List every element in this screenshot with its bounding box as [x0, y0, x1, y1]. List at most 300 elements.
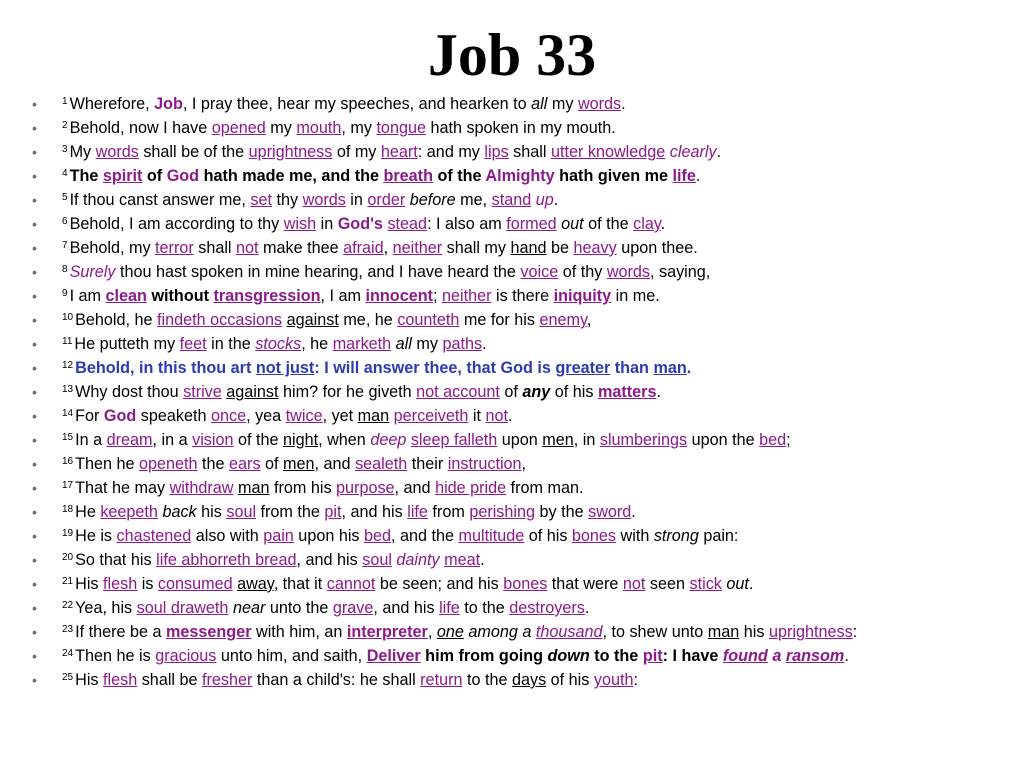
scripture-link[interactable]: sealeth — [355, 455, 408, 473]
verse-item — [32, 524, 1004, 548]
verse-text: . — [686, 359, 692, 377]
verse-text: ; — [786, 431, 791, 449]
scripture-link[interactable]: return — [420, 671, 463, 689]
verse-text: upon his — [293, 527, 365, 545]
verse-text: with him, an — [251, 623, 347, 641]
verse-item — [32, 140, 1004, 164]
verse-text: than a child's: he shall — [252, 671, 421, 689]
verse-text: I am — [69, 287, 106, 305]
scripture-link[interactable]: not account — [416, 383, 500, 401]
scripture-link[interactable]: consumed — [157, 575, 233, 593]
scripture-link[interactable]: words — [95, 143, 139, 161]
verse-text: , and — [394, 479, 436, 497]
verse-number: 21 — [62, 576, 74, 587]
verse-text: shall be of the — [138, 143, 249, 161]
scripture-link[interactable]: voice — [520, 263, 559, 281]
verse-text: , yea — [246, 407, 286, 425]
verse-number: 19 — [62, 528, 74, 539]
verse-text: . — [480, 551, 485, 569]
verse-text: speaketh — [136, 407, 211, 425]
scripture-link[interactable]: openeth — [139, 455, 198, 473]
verse-text: of his — [550, 383, 598, 401]
bullet-icon: • — [32, 192, 37, 208]
verse-text: in — [316, 215, 338, 233]
verse-text: against — [286, 311, 339, 329]
scripture-link[interactable]: paths — [442, 335, 483, 353]
verse-text: Behold, now I have — [69, 119, 212, 137]
verse-text: hath made me, and the — [199, 167, 384, 185]
verse-text: , and his — [296, 551, 363, 569]
verse-text: him from going — [420, 647, 548, 665]
verse-text: ; — [432, 287, 442, 305]
scripture-link[interactable]: pit — [324, 503, 342, 521]
verse-text: : — [852, 623, 858, 641]
verse-text: unto him, and saith, — [216, 647, 367, 665]
scripture-link[interactable]: instruction — [447, 455, 522, 473]
scripture-link[interactable]: soul — [226, 503, 257, 521]
scripture-link[interactable]: bed — [759, 431, 787, 449]
page-title: Job 33 — [427, 22, 597, 88]
scripture-link[interactable]: fresher — [202, 671, 253, 689]
scripture-link[interactable]: spirit — [102, 167, 143, 185]
verse-text: one — [436, 623, 464, 641]
verse-text: , — [586, 311, 592, 329]
verse-text: days — [511, 671, 547, 689]
verse-text: , in — [573, 431, 600, 449]
verse-text: back — [162, 503, 197, 521]
verse-item — [32, 668, 1004, 692]
scripture-link[interactable]: twice — [285, 407, 323, 425]
scripture-link[interactable]: ransom — [785, 647, 845, 665]
verse-text: it — [468, 407, 486, 425]
scripture-link[interactable]: neither — [392, 239, 443, 257]
scripture-link[interactable]: words — [302, 191, 346, 209]
verse-text: to the — [589, 647, 643, 665]
scripture-link[interactable]: stick — [689, 575, 722, 593]
scripture-link[interactable]: gracious — [155, 647, 217, 665]
bullet-icon: • — [32, 168, 37, 184]
bullet-icon: • — [32, 360, 37, 376]
verse-text: , and the — [391, 527, 459, 545]
scripture-link[interactable]: stead — [387, 215, 428, 233]
verse-number: 16 — [62, 456, 74, 467]
bullet-icon: • — [32, 624, 37, 640]
scripture-link[interactable]: counteth — [397, 311, 460, 329]
verse-item — [32, 380, 1004, 404]
verse-text: me, he — [338, 311, 398, 329]
verse-text: my — [265, 119, 297, 137]
scripture-link[interactable]: bones — [503, 575, 548, 593]
verse-text: . — [584, 599, 590, 617]
verse-text: God — [103, 407, 137, 425]
verse-text: of the — [432, 167, 486, 185]
scripture-link[interactable]: lips — [484, 143, 509, 161]
scripture-link[interactable]: cannot — [326, 575, 376, 593]
verse-text: than — [610, 359, 654, 377]
bullet-icon: • — [32, 504, 37, 520]
verse-text: of his — [524, 527, 572, 545]
scripture-link[interactable]: soul — [362, 551, 392, 569]
bullet-icon: • — [32, 600, 37, 616]
verse-list — [0, 92, 1024, 692]
bullet-icon: • — [32, 312, 37, 328]
verse-text: men — [542, 431, 574, 449]
scripture-link[interactable]: not — [622, 575, 646, 593]
verse-text: , — [427, 623, 437, 641]
verse-text: with — [616, 527, 654, 545]
scripture-link[interactable]: thousand — [535, 623, 603, 641]
bullet-icon: • — [32, 648, 37, 664]
bullet-icon: • — [32, 336, 37, 352]
verse-text: night — [283, 431, 319, 449]
verse-text: shall — [193, 239, 237, 257]
scripture-link[interactable]: destroyers — [509, 599, 585, 617]
verse-text: in the — [206, 335, 256, 353]
verse-text: That he may — [75, 479, 170, 497]
verse-text: . — [631, 503, 636, 521]
scripture-link[interactable]: life — [672, 167, 696, 185]
verse-text: , — [383, 239, 393, 257]
verse-text: Behold, in this thou art — [75, 359, 256, 377]
scripture-link[interactable]: flesh — [103, 671, 138, 689]
verse-text: deep — [370, 431, 407, 449]
verse-text: So that his — [75, 551, 157, 569]
verse-number: 9 — [62, 288, 68, 299]
verse-text: in — [345, 191, 368, 209]
verse-text: Job — [154, 95, 183, 113]
verse-number: 11 — [62, 336, 73, 347]
scripture-link[interactable]: life abhorreth bread — [156, 551, 297, 569]
scripture-link[interactable]: soul draweth — [136, 599, 229, 617]
verse-text: Surely — [69, 263, 116, 281]
scripture-link[interactable]: interpreter — [346, 623, 428, 641]
verse-text: Behold, my — [69, 239, 156, 257]
scripture-link[interactable]: life — [439, 599, 460, 617]
verse-text: hath spoken in my mouth. — [425, 119, 616, 137]
verse-item — [32, 356, 1004, 380]
scripture-link[interactable]: terror — [155, 239, 194, 257]
verse-text: upon thee. — [616, 239, 698, 257]
scripture-link[interactable]: pit — [642, 647, 663, 665]
scripture-link[interactable]: neither — [441, 287, 492, 305]
scripture-link[interactable]: heavy — [573, 239, 617, 257]
verse-text: , yet — [322, 407, 358, 425]
verse-text: hath given me — [554, 167, 673, 185]
scripture-link[interactable]: life — [407, 503, 428, 521]
verse-number: 25 — [62, 672, 74, 683]
scripture-link[interactable]: stand — [491, 191, 532, 209]
verse-text: : I have — [662, 647, 723, 665]
scripture-link[interactable]: youth — [593, 671, 634, 689]
verse-text: all — [531, 95, 548, 113]
verse-text: before — [409, 191, 456, 209]
scripture-link[interactable]: multitude — [458, 527, 525, 545]
verse-text: among a — [468, 623, 532, 641]
verse-number: 8 — [62, 264, 68, 275]
verse-text: , and his — [373, 599, 440, 617]
scripture-link[interactable]: bones — [571, 527, 617, 545]
verse-text: In a — [75, 431, 107, 449]
verse-number: 17 — [62, 480, 74, 491]
scripture-link[interactable]: set — [250, 191, 273, 209]
verse-item — [32, 92, 1004, 116]
verse-text: clearly — [669, 143, 717, 161]
scripture-link[interactable]: wish — [283, 215, 317, 233]
verse-text: He is — [75, 527, 117, 545]
verse-text: to the — [462, 671, 512, 689]
verse-text: Almighty — [485, 167, 555, 185]
verse-text: of the — [233, 431, 283, 449]
verse-text: , to shew unto — [602, 623, 708, 641]
verse-text: His — [75, 575, 104, 593]
scripture-link[interactable]: chastened — [116, 527, 192, 545]
scripture-link[interactable]: grave — [332, 599, 374, 617]
verse-text: . — [482, 335, 487, 353]
verse-text: If there be a — [75, 623, 167, 641]
verse-text: . — [844, 647, 849, 665]
verse-text: , and — [314, 455, 356, 473]
scripture-link[interactable]: feet — [179, 335, 207, 353]
verse-text: dainty — [396, 551, 440, 569]
scripture-link[interactable]: meat — [444, 551, 481, 569]
bullet-icon: • — [32, 432, 37, 448]
bullet-icon: • — [32, 264, 37, 280]
verse-text: him? for he giveth — [278, 383, 417, 401]
scripture-link[interactable]: breath — [383, 167, 433, 185]
verse-item — [32, 308, 1004, 332]
verse-text: near — [232, 599, 266, 617]
verse-text: The — [69, 167, 103, 185]
verse-text: shall — [508, 143, 551, 161]
verse-text: from his — [269, 479, 337, 497]
verse-item — [32, 452, 1004, 476]
verse-number: 5 — [62, 192, 68, 203]
verse-text: up — [535, 191, 554, 209]
scripture-link[interactable]: clean — [105, 287, 147, 305]
verse-text: from — [427, 503, 470, 521]
verse-text: For — [75, 407, 104, 425]
scripture-link[interactable]: findeth occasions — [157, 311, 283, 329]
verse-text: against — [226, 383, 279, 401]
scripture-link[interactable]: matters — [597, 383, 657, 401]
scripture-link[interactable]: ears — [229, 455, 261, 473]
verse-text: me, — [455, 191, 492, 209]
verse-text: men — [283, 455, 315, 473]
verse-text: thou hast spoken in mine hearing, and I have heard the — [115, 263, 521, 281]
scripture-link[interactable]: strive — [183, 383, 222, 401]
verse-text: shall be — [137, 671, 203, 689]
verse-text: down — [547, 647, 590, 665]
scripture-link[interactable]: opened — [211, 119, 266, 137]
bullet-icon: • — [32, 216, 37, 232]
verse-text: be — [546, 239, 574, 257]
verse-item — [32, 236, 1004, 260]
verse-text: my — [411, 335, 443, 353]
scripture-link[interactable]: slumberings — [599, 431, 688, 449]
verse-text: , I am — [320, 287, 366, 305]
bullet-icon: • — [32, 240, 37, 256]
verse-text: Behold, I am according to thy — [69, 215, 284, 233]
scripture-link[interactable]: uprightness — [248, 143, 333, 161]
bullet-icon: • — [32, 576, 37, 592]
scripture-link[interactable]: found — [722, 647, 768, 665]
scripture-link[interactable]: bed — [364, 527, 392, 545]
verse-text: also with — [191, 527, 264, 545]
verse-text: man — [653, 359, 687, 377]
verse-number: 2 — [62, 120, 68, 131]
verse-text: the — [197, 455, 230, 473]
verse-item — [32, 428, 1004, 452]
verse-text: , when — [318, 431, 371, 449]
scripture-link[interactable]: flesh — [103, 575, 138, 593]
bullet-icon: • — [32, 384, 37, 400]
verse-number: 10 — [62, 312, 74, 323]
scripture-link[interactable]: keepeth — [100, 503, 158, 521]
verse-text: of thy — [558, 263, 607, 281]
bullet-icon: • — [32, 288, 37, 304]
verse-item — [32, 548, 1004, 572]
scripture-link[interactable]: sword — [588, 503, 632, 521]
verse-text: : I will answer thee, that God is — [314, 359, 556, 377]
scripture-link[interactable]: messenger — [166, 623, 252, 641]
verse-text: of — [260, 455, 284, 473]
scripture-link[interactable]: stocks — [255, 335, 302, 353]
verse-item — [32, 596, 1004, 620]
verse-text: strong — [653, 527, 699, 545]
verse-text: out — [726, 575, 749, 593]
scripture-link[interactable]: dream — [106, 431, 153, 449]
verse-text: God — [166, 167, 200, 185]
scripture-link[interactable]: afraid — [343, 239, 384, 257]
verse-text: My — [69, 143, 96, 161]
scripture-link[interactable]: order — [367, 191, 406, 209]
verse-item — [32, 212, 1004, 236]
scripture-link[interactable]: clay — [633, 215, 661, 233]
verse-item — [32, 476, 1004, 500]
scripture-link[interactable]: transgression — [213, 287, 321, 305]
bullet-icon: • — [32, 552, 37, 568]
scripture-link[interactable]: withdraw — [169, 479, 234, 497]
scripture-link[interactable]: heart — [380, 143, 418, 161]
verse-text: . — [748, 575, 754, 593]
verse-text: greater — [555, 359, 611, 377]
verse-text: from the — [256, 503, 325, 521]
verse-number: 3 — [62, 144, 68, 155]
verse-text: away — [237, 575, 274, 593]
scripture-link[interactable]: sleep falleth — [410, 431, 498, 449]
verse-text: that were — [547, 575, 623, 593]
verse-text: , my — [341, 119, 377, 137]
verse-text: God's — [337, 215, 383, 233]
scripture-link[interactable]: formed — [506, 215, 557, 233]
verse-text: pain: — [698, 527, 739, 545]
scripture-link[interactable]: Deliver — [366, 647, 421, 665]
verse-number: 13 — [62, 384, 74, 395]
scripture-link[interactable]: words — [577, 95, 622, 113]
verse-text: : I also am — [427, 215, 507, 233]
verse-text: hand — [510, 239, 547, 257]
verse-text: from man. — [506, 479, 584, 497]
verse-text: his — [196, 503, 227, 521]
verse-text: . — [656, 383, 661, 401]
verse-text: , I pray thee, hear my speeches, and hearken to — [182, 95, 532, 113]
scripture-link[interactable]: innocent — [365, 287, 433, 305]
scripture-link[interactable]: not — [236, 239, 259, 257]
verse-text: : and my — [417, 143, 485, 161]
verse-item — [32, 260, 1004, 284]
verse-text: my — [547, 95, 578, 113]
scripture-link[interactable]: not — [485, 407, 508, 425]
verse-item — [32, 644, 1004, 668]
verse-text: Behold, he — [75, 311, 158, 329]
verse-text: seen — [645, 575, 690, 593]
scripture-link[interactable]: uprightness — [768, 623, 853, 641]
verse-text: me for his — [459, 311, 540, 329]
verse-text: , in a — [152, 431, 193, 449]
scripture-link[interactable]: vision — [192, 431, 234, 449]
verse-number: 12 — [62, 360, 74, 371]
verse-text: . — [716, 143, 722, 161]
verse-text: Wherefore, — [69, 95, 155, 113]
verse-item — [32, 188, 1004, 212]
scripture-link[interactable]: mouth — [296, 119, 342, 137]
verse-number: 15 — [62, 432, 74, 443]
verse-text: of the — [583, 215, 634, 233]
scripture-link[interactable]: purpose — [336, 479, 395, 497]
scripture-link[interactable]: iniquity — [553, 287, 612, 305]
verse-text: Then he is — [75, 647, 156, 665]
verse-text: to the — [459, 599, 510, 617]
verse-text: If thou canst answer me, — [69, 191, 251, 209]
verse-text: man — [237, 479, 270, 497]
verse-text: : — [633, 671, 638, 689]
verse-text: upon the — [687, 431, 760, 449]
verse-text: a — [772, 647, 782, 665]
verse-text: , — [521, 455, 527, 473]
verse-text: , he — [301, 335, 333, 353]
verse-text: is there — [491, 287, 554, 305]
scripture-link[interactable]: marketh — [332, 335, 392, 353]
scripture-link[interactable]: enemy — [539, 311, 587, 329]
verse-item — [32, 284, 1004, 308]
scripture-link[interactable]: perishing — [469, 503, 536, 521]
verse-text: of my — [332, 143, 381, 161]
verse-text: of his — [546, 671, 594, 689]
verse-text: . — [660, 215, 666, 233]
verse-item — [32, 572, 1004, 596]
scripture-link[interactable]: tongue — [376, 119, 426, 137]
verse-text: their — [407, 455, 448, 473]
scripture-link[interactable]: hide pride — [435, 479, 507, 497]
verse-item — [32, 332, 1004, 356]
verse-text: He putteth my — [74, 335, 180, 353]
verse-text: not just — [255, 359, 315, 377]
verse-text: is — [137, 575, 158, 593]
verse-text: in me. — [611, 287, 660, 305]
scripture-link[interactable]: utter knowledge — [550, 143, 666, 161]
verse-number: 14 — [62, 408, 74, 419]
verse-text: Then he — [75, 455, 140, 473]
bullet-icon: • — [32, 120, 37, 136]
scripture-link[interactable]: once — [210, 407, 247, 425]
verse-text: shall my — [442, 239, 511, 257]
scripture-link[interactable]: pain — [263, 527, 294, 545]
verse-number: 24 — [62, 648, 74, 659]
verse-text: . — [621, 95, 626, 113]
verse-text: his — [739, 623, 769, 641]
scripture-link[interactable]: perceiveth — [393, 407, 469, 425]
scripture-link[interactable]: words — [606, 263, 650, 281]
